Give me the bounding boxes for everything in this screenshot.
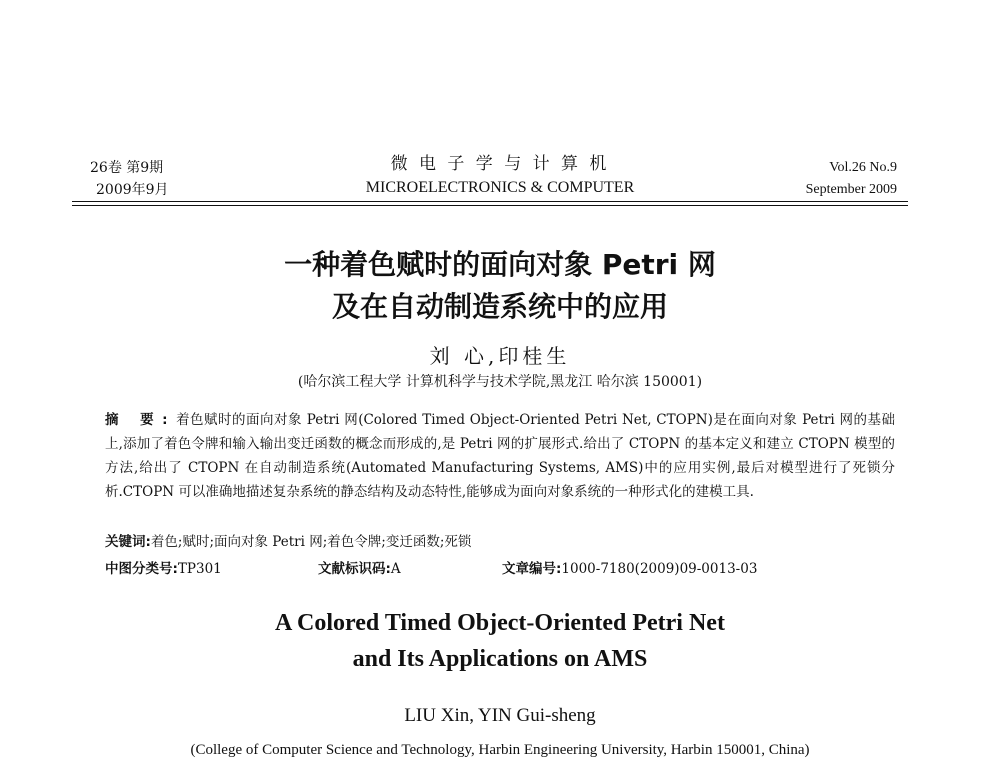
clc-label: 中图分类号: — [105, 561, 178, 577]
authors-en: LIU Xin, YIN Gui-sheng — [404, 705, 596, 726]
authors-cn: 刘 心,印桂生 — [429, 344, 571, 368]
publication-date-cn: 2009年9月 — [96, 182, 169, 198]
journal-name — [300, 152, 700, 200]
article-number-label: 文章编号: — [502, 561, 562, 577]
abstract-text: 着色赋时的面向对象 Petri 网(Colored Timed Object-Oriented Petri Net, CTOPN)是在面向对象 Petri 网的基础上,添加了着色令牌和输入输出变迁函数的概念而形成的,是 Petri 网的扩展形式.给出了 CTOPN 的基本定义和建立 CTOPN 模型的方法,给出了 CTOPN 在自动制造系统(Automated Manufacturing Systems, AMS)中的应用实例,最后对模型进行了死锁分析.CTOPN 可以准确地描述复杂系统的静态结构及动态特性,能够成为面向对象系统的一种形式化的建模工具. — [105, 412, 895, 500]
affiliation-en: (College of Computer Science and Technology, Harbin Engineering University, Harbin 150001, China) — [190, 742, 810, 758]
title-en-line2: and Its Applications on AMS — [352, 646, 648, 672]
article-number-value: 1000-7180(2009)09-0013-03 — [561, 561, 758, 577]
publication-date-en: September 2009 — [805, 182, 897, 197]
clc-value: TP301 — [177, 561, 222, 577]
volume-issue: 26卷 第9期 — [90, 160, 164, 176]
doc-code-value: A — [390, 561, 401, 577]
volume-number: Vol.26 No.9 — [829, 160, 897, 175]
clc-number — [105, 557, 222, 577]
doc-code-label: 文献标识码: — [318, 561, 391, 577]
journal-name-en: MICROELECTRONICS & COMPUTER — [365, 179, 635, 196]
header-rule-top — [72, 201, 908, 202]
title-cn-line1: 一种着色赋时的面向对象 Petri 网 — [284, 248, 716, 281]
header-rule-bottom — [72, 205, 908, 206]
affiliation-cn: (哈尔滨工程大学 计算机科学与技术学院,黑龙江 哈尔滨 150001) — [297, 374, 703, 390]
keywords — [105, 530, 471, 550]
article-number — [502, 557, 757, 577]
abstract — [105, 408, 895, 504]
journal-issue-info — [90, 157, 169, 201]
keywords-text: 着色;赋时;面向对象 Petri 网;着色令牌;变迁函数;死锁 — [150, 534, 472, 550]
title-cn-line2: 及在自动制造系统中的应用 — [331, 290, 668, 323]
journal-name-cn: 微 电 子 学 与 计 算 机 — [390, 154, 610, 174]
journal-volume-info — [806, 157, 897, 201]
title-en-line1: A Colored Timed Object-Oriented Petri Net — [275, 610, 725, 636]
abstract-label: 摘 要: — [105, 412, 176, 428]
document-code — [318, 557, 401, 577]
keywords-label: 关键词: — [105, 534, 151, 550]
